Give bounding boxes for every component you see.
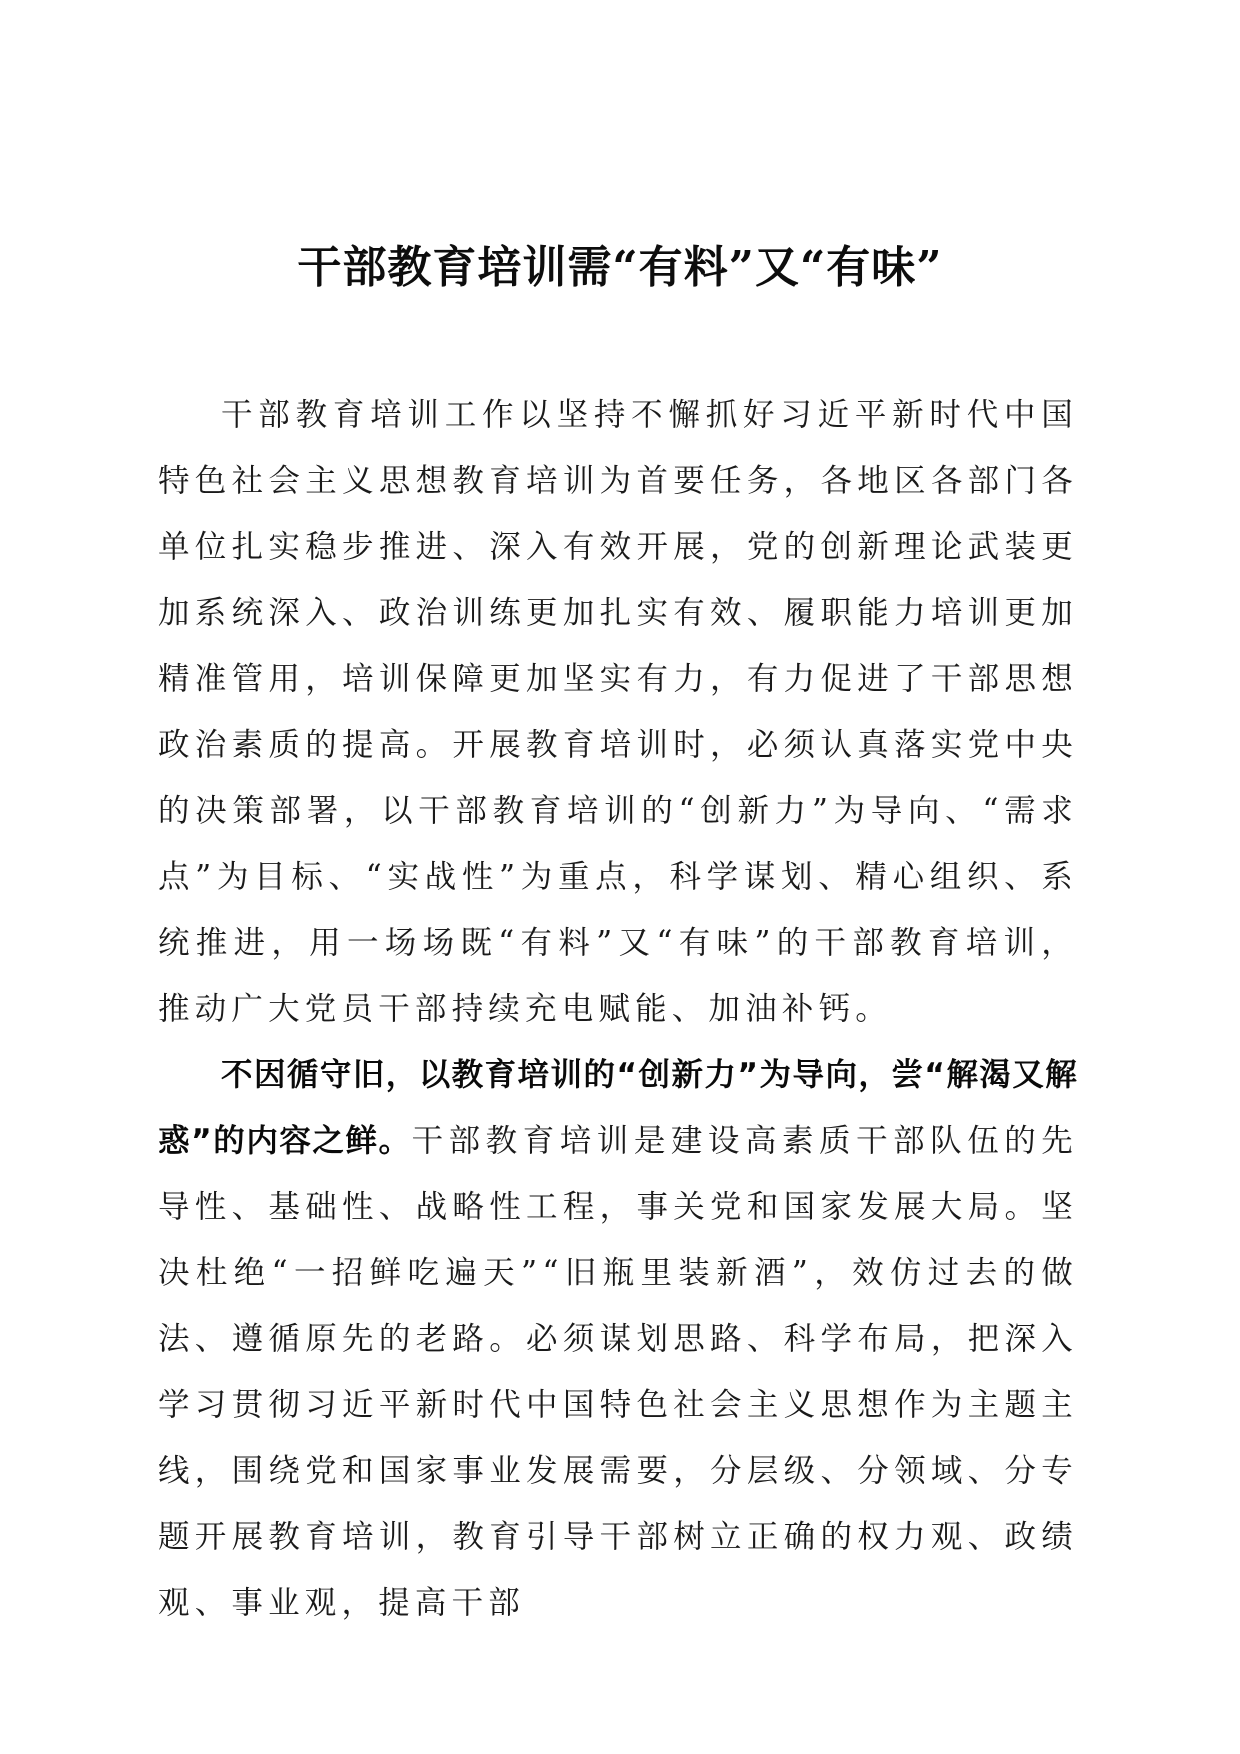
paragraph-1: 干部教育培训工作以坚持不懈抓好习近平新时代中国特色社会主义思想教育培训为首要任务，各地区各部门各单位扎实稳步推进、深入有效开展，党的创新理论武装更加系统深入、政治训练更加扎实有效、履职能力培训更加精准管用，培训保障更加坚实有力，有力促进了干部思想政治素质的提高。开展教育培训时，必须认真落实党中央的决策部署，以干部教育培训的“创新力”为导向、“需求点”为目标、“实战性”为重点，科学谋划、精心组织、系统推进，用一场场既“有料”又“有味”的干部教育培训，推动广大党员干部持续充电赋能、加油补钙。 bbox=[158, 397, 1078, 1027]
paragraph-2-text: 干部教育培训是建设高素质干部队伍的先导性、基础性、战略性工程，事关党和国家发展大局。坚决杜绝“一招鲜吃遍天”“旧瓶里装新酒”，效仿过去的做法、遵循原先的老路。必须谋划思路、科学布局，把深入学习贯彻习近平新时代中国特色社会主义思想作为主题主线，围绕党和国家事业发展需要，分层级、分领域、分专题开展教育培训，教育引导干部树立正确的权力观、政绩观、事业观，提高干部 bbox=[158, 1123, 1078, 1621]
paragraph-2-lead: 不因循守旧，以教育培训的“创新力”为导向，尝“解渴又解惑”的内容之鲜。 bbox=[158, 1057, 1078, 1159]
document-body bbox=[158, 382, 1078, 1636]
paragraph-2 bbox=[158, 1042, 1078, 1636]
document-title: 干部教育培训需“有料”又“有味” bbox=[297, 242, 943, 293]
